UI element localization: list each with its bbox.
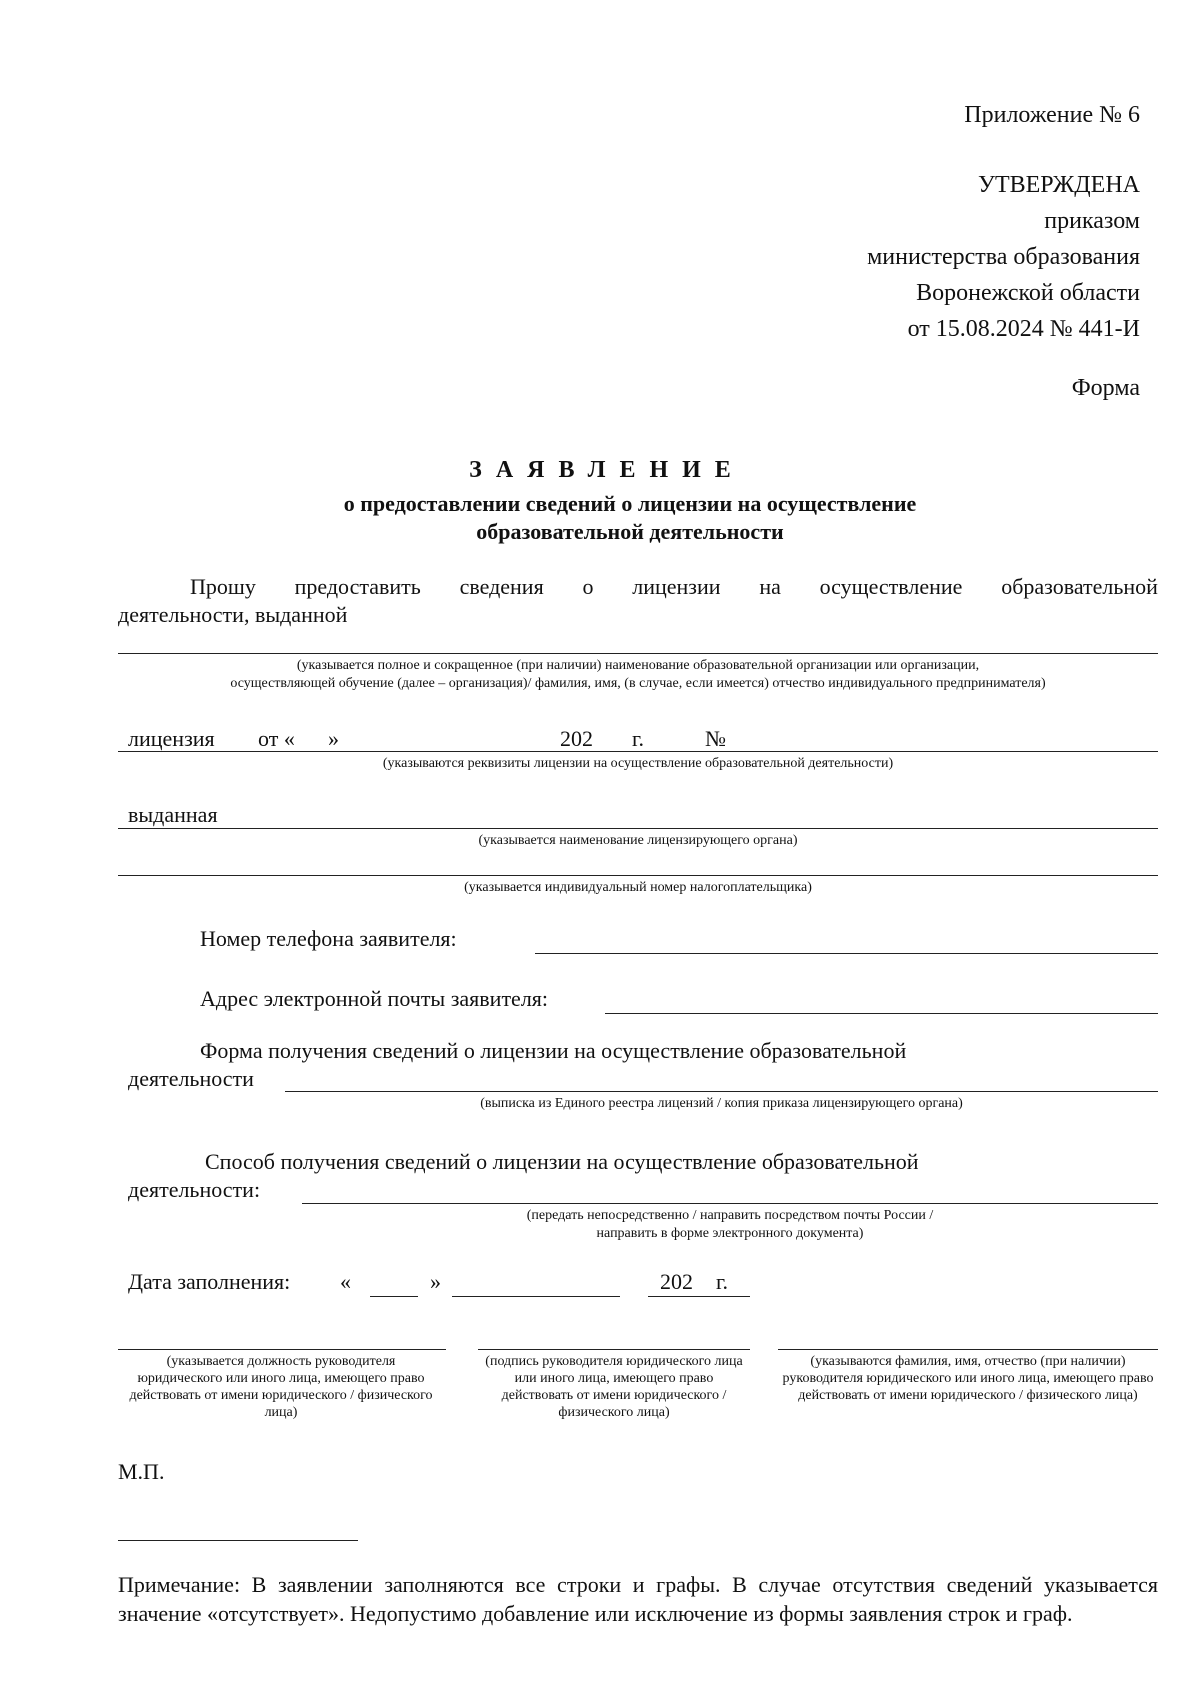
title-subtitle-line2: образовательной деятельности [476,519,784,544]
request-word: осуществление [819,574,963,599]
issuer-hint: (указывается наименование лицензирующего органа) [478,833,798,848]
order-label: приказом [1044,208,1140,234]
request-word: на [759,574,781,599]
receipt-form-hint: (выписка из Единого реестра лицензий / копия приказа лицензирующего органа) [480,1096,963,1111]
receipt-method-field[interactable] [302,1203,1158,1204]
inn-field[interactable] [118,875,1158,876]
receipt-method-label-2: деятельности: [128,1177,261,1202]
position-field[interactable] [118,1349,446,1350]
fill-date-close-quote: » [430,1269,441,1294]
request-word: лицензии [632,574,721,599]
license-year-suffix: г. [632,726,645,751]
request-word: Прошу [190,574,256,599]
license-year: 202 [560,726,593,751]
receipt-method-hint-2: направить в форме электронного документа) [596,1226,864,1241]
document-title: ЗАЯВЛЕНИЕ [469,457,745,483]
fill-date-month-field[interactable] [452,1296,620,1297]
receipt-form-field[interactable] [285,1091,1158,1092]
fill-date-year: 202 [660,1269,693,1294]
receipt-method-hint-1: (передать непосредственно / направить посредством почты России / [526,1208,934,1223]
ministry-label: министерства образования [867,244,1140,270]
full-name-field[interactable] [778,1349,1158,1350]
phone-label: Номер телефона заявителя: [200,926,457,951]
license-label: лицензия [128,726,215,751]
license-details-field[interactable] [118,751,1158,752]
receipt-method-label-1: Способ получения сведений о лицензии на осуществление образовательной [205,1149,919,1174]
org-name-hint-2: осуществляющей обучение (далее – организация)/ фамилия, имя, (в случае, если имеется) отчество индивидуального предпринимателя) [230,676,1046,691]
request-word: о [582,574,594,599]
fill-date-year-field[interactable] [648,1296,750,1297]
note-text: Примечание: В заявлении заполняются все строки и графы. В случае отсутствия сведений указывается значение «отсутствует». Недопустимо добавление или исключение из формы заявления строк и граф. [118,1572,1158,1626]
region-label: Воронежской области [916,280,1140,306]
receipt-form-label-1: Форма получения сведений о лицензии на осуществление образовательной [200,1038,907,1063]
stamp-label: М.П. [118,1459,165,1484]
email-field[interactable] [605,1013,1158,1014]
fill-date-label: Дата заполнения: [128,1269,291,1294]
request-word: предоставить [294,574,421,599]
approved-label: УТВЕРЖДЕНА [977,172,1140,198]
order-date-number: от 15.08.2024 № 441-И [907,316,1140,342]
request-word: сведения [459,574,544,599]
receipt-form-label-2: деятельности [128,1066,254,1091]
appendix-number: Приложение № 6 [964,102,1140,128]
request-line-2: деятельности, выданной [118,602,348,627]
fill-date-day-field[interactable] [370,1296,418,1297]
license-details-hint: (указываются реквизиты лицензии на осуществление образовательной деятельности) [382,756,894,771]
request-line-1 [190,573,1158,601]
fill-date-year-suffix: г. [716,1269,729,1294]
org-name-field[interactable] [118,653,1158,654]
license-from: от « [258,726,295,751]
position-hint: (указывается должность руководителя юридического или иного лица, имеющего право действовать от имени юридического / физического лица) [129,1354,433,1420]
email-label: Адрес электронной почты заявителя: [200,986,549,1011]
request-word: образовательной [1001,574,1158,599]
phone-field[interactable] [535,953,1158,954]
signature-field[interactable] [478,1349,750,1350]
full-name-hint: (указываются фамилия, имя, отчество (при наличии) руководителя юридического или иного лица, имеющего право действовать от имени юридического / физического лица) [782,1354,1154,1403]
issuer-field[interactable] [118,828,1158,829]
title-subtitle-line1: о предоставлении сведений о лицензии на осуществление [343,491,917,516]
license-quote-close: » [328,726,339,751]
org-name-hint-1: (указывается полное и сокращенное (при наличии) наименование образовательной организации или организации, [296,658,980,673]
signature-hint: (подпись руководителя юридического лица или иного лица, имеющего право действовать от имени юридического / физического лица) [485,1354,743,1420]
note-separator [118,1540,358,1541]
inn-hint: (указывается индивидуальный номер налогоплательщика) [464,880,812,895]
license-number-sign: № [705,726,726,751]
form-label: Форма [1071,375,1140,401]
issued-label: выданная [128,802,218,827]
fill-date-open-quote: « [340,1269,351,1294]
